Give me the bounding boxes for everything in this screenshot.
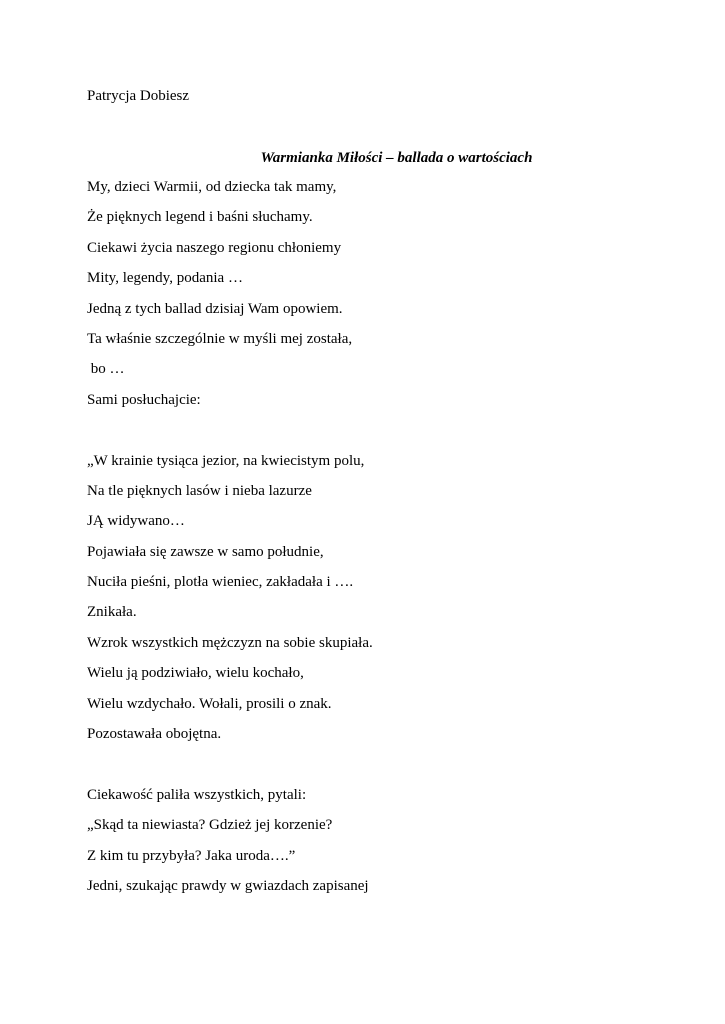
stanza-break — [87, 421, 373, 451]
poem-line: Ciekawość paliła wszystkich, pytali: — [87, 786, 307, 803]
poem-line: Ta właśnie szczególnie w myśli mej została, — [87, 330, 353, 347]
poem-line: Ciekawi życia naszego regionu chłoniemy — [87, 239, 342, 256]
poem-line: Znikała. — [87, 604, 137, 621]
poem-line: Jedni, szukając prawdy w gwiazdach zapisanej — [87, 877, 369, 894]
poem-line: Z kim tu przybyła? Jaka uroda….” — [87, 847, 296, 864]
poem-line: Na tle pięknych lasów i nieba lazurze — [87, 482, 312, 499]
poem-line: My, dzieci Warmii, od dziecka tak mamy, — [87, 179, 337, 195]
poem-line: Jedną z tych ballad dzisiaj Wam opowiem. — [87, 300, 343, 317]
poem-line: Pojawiała się zawsze w samo południe, — [87, 543, 324, 560]
author-name: Patrycja Dobiesz — [87, 88, 190, 104]
poem-body — [87, 178, 373, 907]
poem-line: „W krainie tysiąca jezior, na kwiecistym polu, — [87, 452, 365, 469]
poem-line: Mity, legendy, podania … — [87, 270, 243, 287]
poem-line: Sami posłuchajcie: — [87, 391, 201, 408]
poem-line: JĄ widywano… — [87, 513, 185, 530]
poem-line: bo … — [87, 361, 125, 378]
poem-line: Że pięknych legend i baśni słuchamy. — [87, 209, 313, 226]
poem-line: Wielu ją podziwiało, wielu kochało, — [87, 665, 304, 682]
poem-line: Wzrok wszystkich mężczyzn na sobie skupiała. — [87, 634, 373, 651]
poem-line: Nuciła pieśni, plotła wieniec, zakładała i …. — [87, 574, 354, 591]
stanza-break — [87, 755, 373, 785]
poem-line: „Skąd ta niewiasta? Gdzież jej korzenie? — [87, 817, 333, 834]
poem-title: Warmianka Miłości – ballada o wartościach — [260, 150, 533, 166]
poem-line: Wielu wzdychało. Wołali, prosili o znak. — [87, 695, 332, 712]
poem-line: Pozostawała obojętna. — [87, 726, 222, 743]
